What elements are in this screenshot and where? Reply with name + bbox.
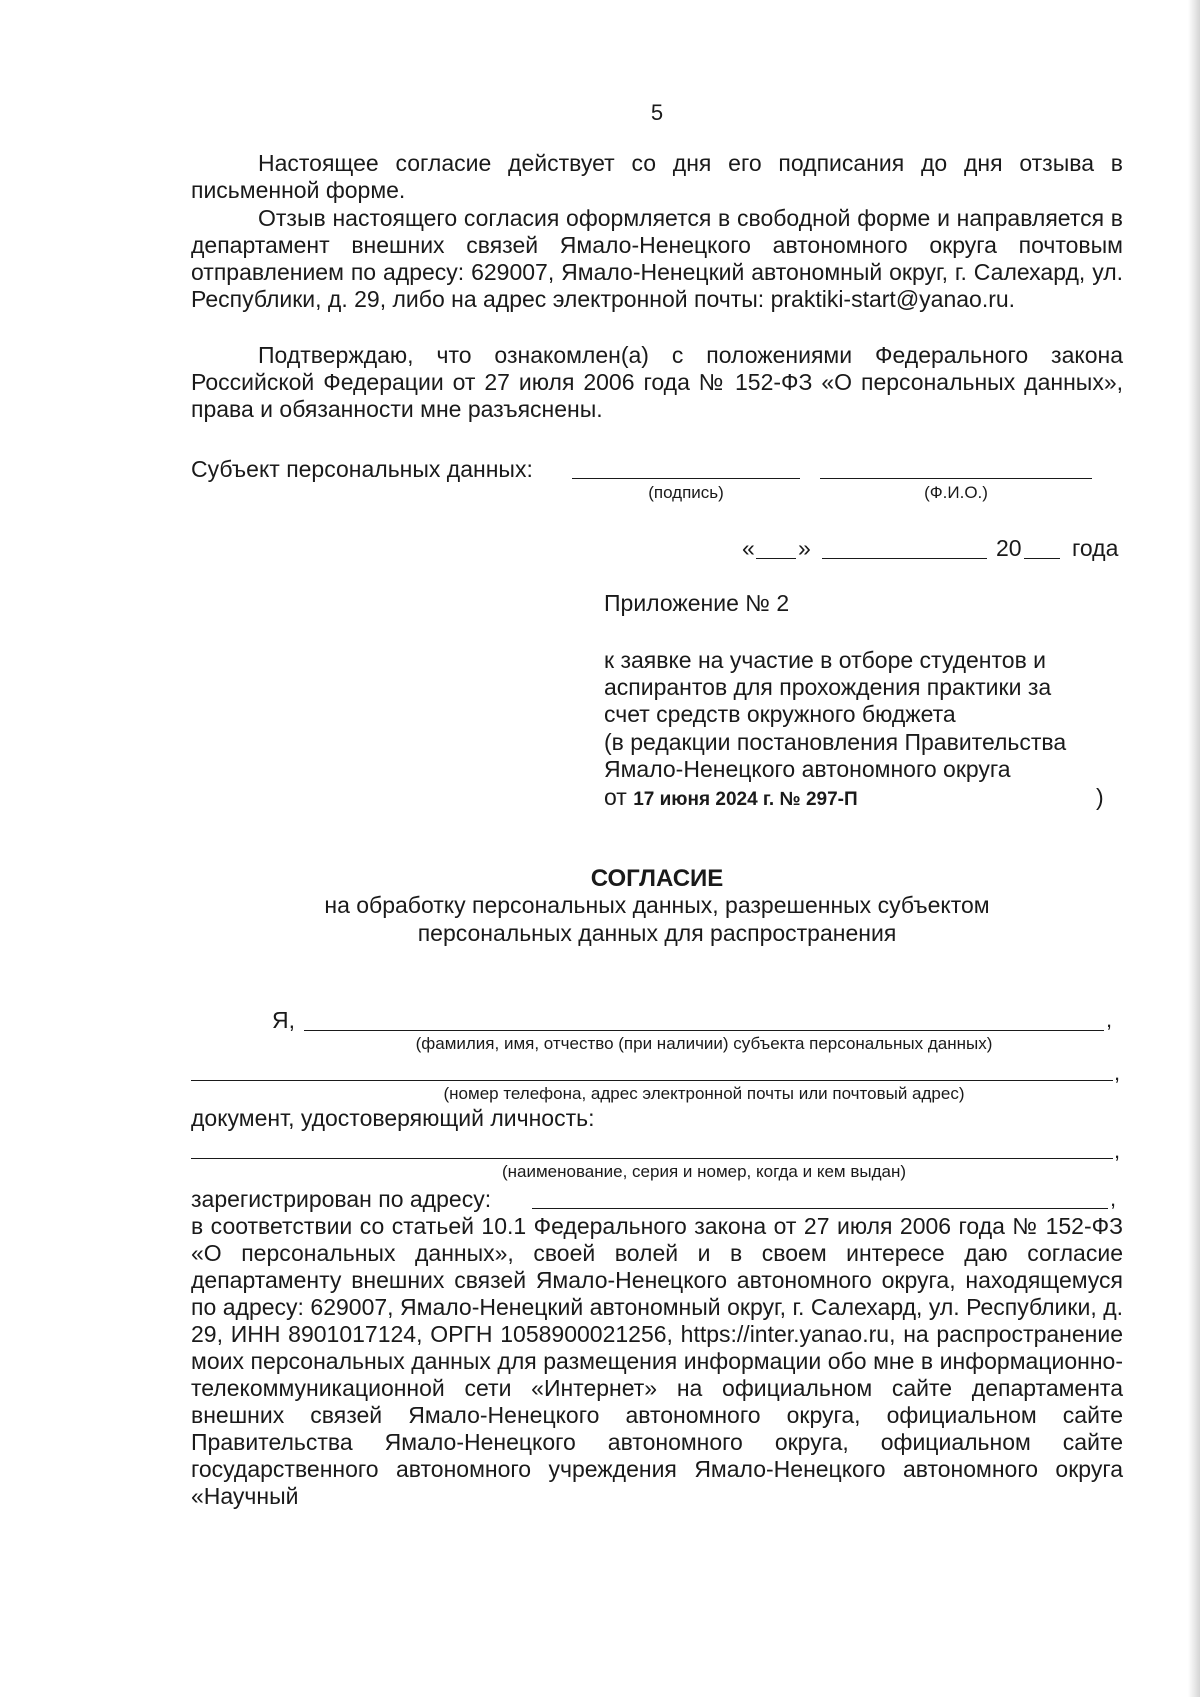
- contact-comma: ,: [1114, 1060, 1121, 1085]
- revocation-paragraph: Отзыв настоящего согласия оформляется в свободной форме и направляется в департамент внешних связей Ямало-Ненецкого автономного округа почтовым отправлением по адресу: 629007, Ямало-Ненецкий автономный округ, г. Салехард, ул. Республики, д. 29, либо на адрес электронной почты: praktiki-start@yanao.ru.: [191, 205, 1123, 312]
- annex-resolution-number: 17 июня 2024 г. № 297-П: [633, 789, 858, 810]
- date-close-quote: »: [798, 535, 811, 561]
- validity-paragraph: Настоящее согласие действует со дня его подписания до дня отзыва в письменной форме.: [191, 150, 1123, 203]
- year-word: года: [1072, 535, 1119, 561]
- year-century: 20: [996, 535, 1022, 561]
- day-line[interactable]: [756, 558, 796, 559]
- name-field-caption: (фамилия, имя, отчество (при наличии) субъекта персональных данных): [415, 1034, 993, 1053]
- document-field-caption: (наименование, серия и номер, когда и кем выдан): [501, 1162, 906, 1181]
- subject-label: Субъект персональных данных:: [191, 456, 533, 482]
- contact-field-caption: (номер телефона, адрес электронной почты или почтовый адрес): [443, 1084, 965, 1103]
- consent-subtitle-line-2: персональных данных для распространения: [417, 920, 897, 946]
- annex-line-3: счет средств окружного бюджета: [604, 701, 956, 727]
- annex-closing-paren: ): [1096, 784, 1104, 810]
- annex-date-line: [604, 784, 1124, 813]
- document-field-line[interactable]: [191, 1158, 1113, 1159]
- consent-body-paragraph: в соответствии со статьей 10.1 Федерального закона от 27 июля 2006 года № 152-ФЗ «О персональных данных», своей волей и в своем интересе даю согласие департаменту внешних связей Ямало-Ненецкого автономного округа, находящемуся по адресу: 629007, Ямало-Ненецкий автономный округ, г. Салехард, ул. Республики, д. 29, ИНН 8901017124, ОРГН 1058900021256, https://inter.yanao.ru, на распространение моих персональных данных для размещения информации обо мне в информационно-телекоммуникационной сети «Интернет» на официальном сайте департамента внешних связей Ямало-Ненецкого автономного округа, официальном сайте Правительства Ямало-Ненецкого автономного округа, официальном сайте государственного автономного учреждения Ямало-Ненецкого автономного округа «Научный: [191, 1213, 1123, 1509]
- date-open-quote: «: [742, 535, 755, 561]
- document-comma: ,: [1114, 1138, 1121, 1163]
- name-comma: ,: [1106, 1007, 1113, 1032]
- annex-from-prefix: от: [604, 784, 627, 810]
- full-name-field-line[interactable]: [304, 1030, 1104, 1031]
- i-label: Я,: [272, 1007, 295, 1033]
- acknowledgement-paragraph: Подтверждаю, что ознакомлен(а) с положениями Федерального закона Российской Федерации от 27 июля 2006 года № 152-ФЗ «О персональных данных», права и обязанности мне разъяснены.: [191, 342, 1123, 422]
- address-comma: ,: [1110, 1186, 1117, 1211]
- contact-field-line[interactable]: [191, 1080, 1113, 1081]
- annex-line-2: аспирантов для прохождения практики за: [604, 674, 1052, 700]
- document-label: документ, удостоверяющий личность:: [191, 1105, 595, 1131]
- address-label: зарегистрирован по адресу:: [191, 1186, 492, 1212]
- full-name-line[interactable]: [820, 478, 1092, 479]
- signature-line[interactable]: [572, 478, 800, 479]
- scan-page-edge: [1188, 0, 1200, 1697]
- consent-title: СОГЛАСИЕ: [590, 865, 724, 892]
- month-line[interactable]: [822, 558, 987, 559]
- consent-subtitle-line-1: на обработку персональных данных, разрешенных субъектом: [324, 892, 990, 918]
- annex-line-1: к заявке на участие в отборе студентов и: [604, 647, 1047, 673]
- annex-line-4: (в редакции постановления Правительства: [604, 729, 1067, 755]
- year-line[interactable]: [1024, 558, 1060, 559]
- page-number: 5: [650, 100, 664, 125]
- annex-title: Приложение № 2: [604, 590, 790, 616]
- full-name-caption: (Ф.И.О.): [924, 483, 988, 502]
- signature-caption: (подпись): [648, 483, 724, 502]
- annex-line-5: Ямало-Ненецкого автономного округа: [604, 756, 1011, 782]
- address-field-line[interactable]: [532, 1208, 1108, 1209]
